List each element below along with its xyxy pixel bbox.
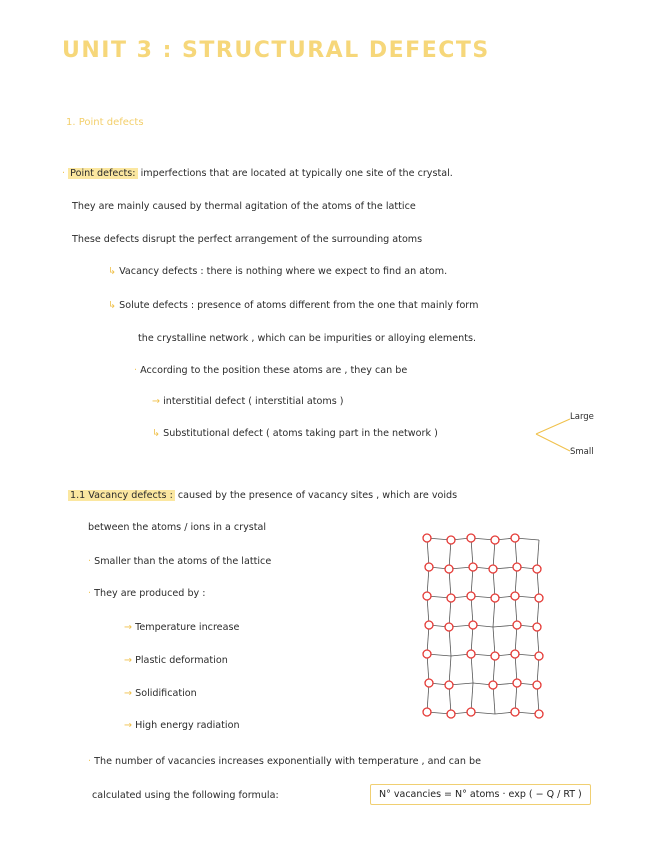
cause-item [124,655,228,666]
vacancy-defects-term: 1.1 Vacancy defects : [70,490,173,501]
cause-item [124,688,197,699]
vacancy-heading-text: caused by the presence of vacancy sites , which are voids [177,490,458,501]
lattice-atom [469,563,477,571]
lattice-atom [467,534,475,542]
solute-type-text: Solute defects : presence of atoms different from the one that mainly form [119,300,479,311]
vacancy-formula-box: N° vacancies = N° atoms · exp ( − Q / RT ) [370,784,591,805]
lattice-atom [489,681,497,689]
lattice-atom [533,565,541,573]
lattice-atom [535,594,543,602]
branch-arrow-icon: ↳ [152,428,161,439]
bullet-icon: · [88,756,92,767]
intro-line-2: They are mainly caused by thermal agitation of the atoms of the lattice [72,201,416,212]
solute-type-line [108,300,478,311]
cause-item [124,720,240,731]
vacancy-heading-line [68,490,457,501]
large-label: Large [570,412,594,422]
cause-text: Plastic deformation [135,655,228,666]
intro-line-1 [62,168,453,179]
vacancy-lattice-diagram [418,528,550,728]
smaller-text: Smaller than the atoms of the lattice [94,556,272,567]
lattice-atom [533,681,541,689]
point-defects-term: Point defects: [70,168,136,179]
lattice-atom [513,679,521,687]
lattice-atom [423,650,431,658]
substitutional-text: Substitutional defect ( atoms taking part in the network ) [163,428,438,439]
lattice-atom [425,621,433,629]
intro-text-1: imperfections that are located at typically one site of the crystal. [140,168,453,179]
lattice-atom [445,565,453,573]
lattice-atom [489,565,497,573]
fork-bracket-icon [534,416,574,456]
cause-item [124,622,239,633]
vacancy-type-line [108,266,447,277]
bullet-icon: · [88,588,92,599]
lattice-atom [469,621,477,629]
page-title: UNIT 3 : STRUCTURAL DEFECTS [62,38,490,63]
arrow-right-icon: → [152,396,161,407]
number-line-2: calculated using the following formula: [92,790,279,801]
lattice-atom [445,681,453,689]
vacancy-type-text: Vacancy defects : there is nothing where we expect to find an atom. [119,266,448,277]
arrow-right-icon: → [124,622,133,633]
lattice-atom [423,534,431,542]
lattice-atom [511,708,519,716]
lattice-atom [447,594,455,602]
lattice-atom [491,536,499,544]
lattice-atom [533,623,541,631]
solute-type-line-2: the crystalline network , which can be impurities or alloying elements. [138,333,477,344]
intro-line-3: These defects disrupt the perfect arrangement of the surrounding atoms [72,234,423,245]
bullet-icon: · [62,168,66,179]
number-line-1 [88,756,481,767]
lattice-atom [491,652,499,660]
according-line [134,365,407,376]
number-text-1: The number of vacancies increases exponentially with temperature , and can be [94,756,481,767]
arrow-right-icon: → [124,655,133,666]
lattice-atom [535,652,543,660]
produced-text: They are produced by : [94,588,206,599]
cause-text: High energy radiation [135,720,240,731]
lattice-atom [423,592,431,600]
smaller-line [88,556,271,567]
lattice-atom [425,679,433,687]
according-text: According to the position these atoms are , they can be [140,365,408,376]
lattice-atom [447,710,455,718]
lattice-atom [535,710,543,718]
lattice-atom [511,534,519,542]
interstitial-text: interstitial defect ( interstitial atoms ) [163,396,344,407]
vacancy-line-2: between the atoms / ions in a crystal [88,522,267,533]
lattice-atom [513,621,521,629]
cause-text: Temperature increase [135,622,240,633]
bullet-icon: · [134,365,138,376]
substitutional-line [152,428,438,439]
small-label: Small [570,447,594,457]
produced-line [88,588,206,599]
arrow-right-icon: → [124,688,133,699]
lattice-atom [513,563,521,571]
lattice-atom [447,536,455,544]
bullet-icon: · [88,556,92,567]
lattice-atom [467,650,475,658]
branch-arrow-icon: ↳ [108,300,117,311]
lattice-atom [425,563,433,571]
lattice-atom [511,650,519,658]
cause-text: Solidification [135,688,197,699]
arrow-right-icon: → [124,720,133,731]
lattice-atom [467,708,475,716]
branch-arrow-icon: ↳ [108,266,117,277]
lattice-atom [467,592,475,600]
lattice-atom [491,594,499,602]
lattice-atom [511,592,519,600]
lattice-atom [423,708,431,716]
lattice-atom [445,623,453,631]
interstitial-line [152,396,344,407]
section-heading: 1. Point defects [66,117,144,128]
